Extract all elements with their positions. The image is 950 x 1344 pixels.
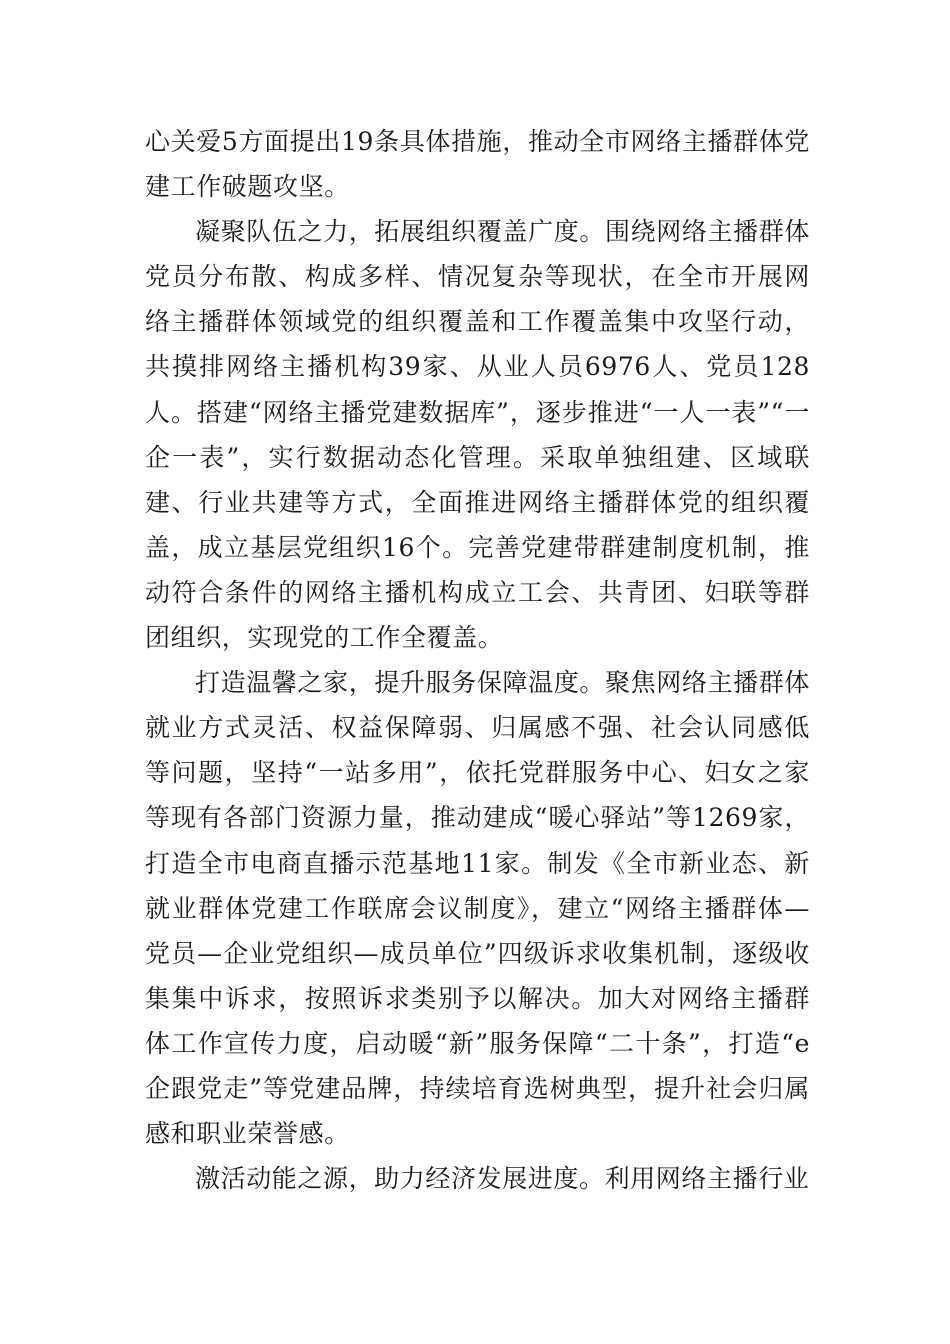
paragraph-continuation: 心关爱5方面提出19条具体措施，推动全市网络主播群体党建工作破题攻坚。 [145,127,810,202]
paragraph-organization-coverage: 凝聚队伍之力，拓展组织覆盖广度。围绕网络主播群体党员分布散、构成多样、情况复杂等现状，在全市开展网络主播群体领域党的组织覆盖和工作覆盖集中攻坚行动，共摸排网络主播机构39家、从业人员6976人、党员128人。搭建“网络主播党建数据库”，逐步推进“一人一表”“一企一表”，实行数据动态化管理。采取单独组建、区域联建、行业共建等方式，全面推进网络主播群体党的组织覆盖，成立基层党组织16个。完善党建带群建制度机制，推动符合条件的网络主播机构成立工会、共青团、妇联等群团组织，实现党的工作全覆盖。 [145,217,810,653]
paragraph-service-guarantee: 打造温馨之家，提升服务保障温度。聚焦网络主播群体就业方式灵活、权益保障弱、归属感不强、社会认同感低等问题，坚持“一站多用”，依托党群服务中心、妇女之家等现有各部门资源力量，推动建成“暖心驿站”等1269家，打造全市电商直播示范基地11家。制发《全市新业态、新就业群体党建工作联席会议制度》，建立“网络主播群体—党员—企业党组织—成员单位”四级诉求收集机制，逐级收集集中诉求，按照诉求类别予以解决。加大对网络主播群体工作宣传力度，启动暖“新”服务保障“二十条”，打造“e企跟党走”等党建品牌，持续培育选树典型，提升社会归属感和职业荣誉感。 [145,668,810,1149]
body-text [145,119,810,1201]
paragraph-economic-development: 激活动能之源，助力经济发展进度。利用网络主播行业 [195,1164,810,1194]
